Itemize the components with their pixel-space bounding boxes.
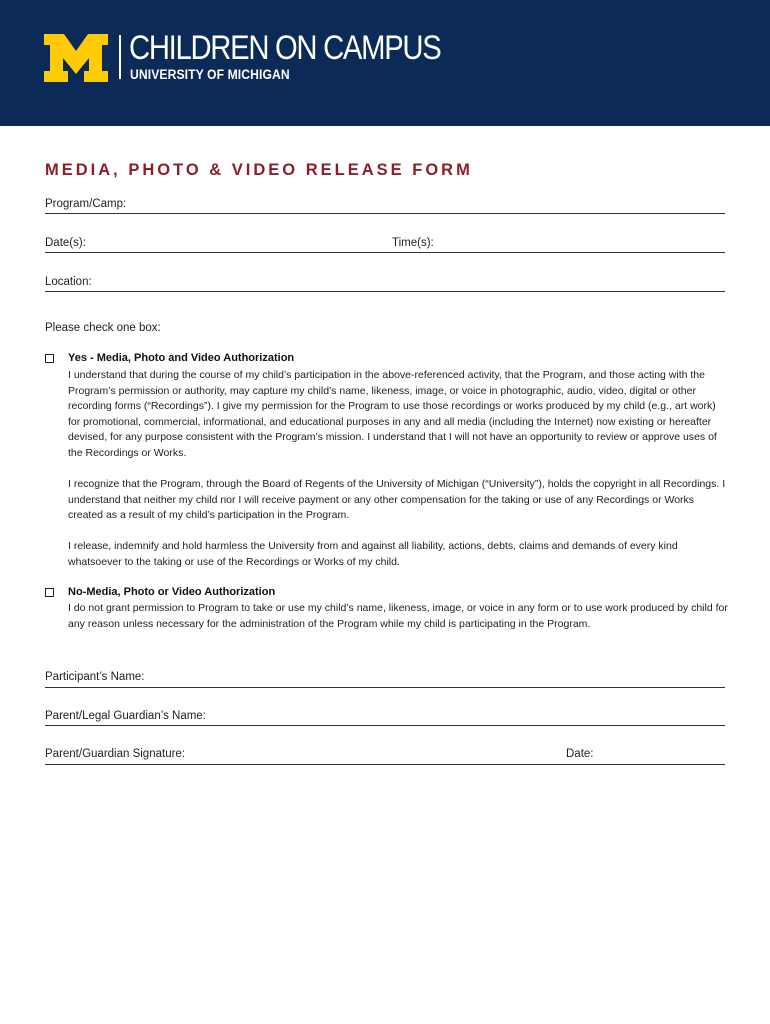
no-paragraph: I do not grant permission to Program to take or use my child’s name, likeness, image, or voice in any form or to use work produced by child for any reason unless necessary for the administration of the Program while my child is participating in the Program. — [68, 602, 728, 630]
yes-checkbox[interactable] — [45, 354, 54, 363]
program-camp-label: Program/Camp: — [45, 198, 127, 210]
form-title: MEDIA, PHOTO & VIDEO RELEASE FORM — [45, 161, 473, 179]
location-label: Location: — [45, 276, 92, 288]
yes-option-title: Yes - Media, Photo and Video Authorization — [68, 352, 295, 364]
brand-subtitle: UNIVERSITY OF MICHIGAN — [130, 67, 290, 82]
participant-name-field[interactable] — [45, 687, 725, 688]
yes-paragraph-1: I understand that during the course of my child’s participation in the above-referenced activity, that the Program, and those acting with the Program’s permission or authority, may capture my child’s name, likeness, image, or voice in photographic, audio, video, digital or other recording forms (“Recordings”). I give my permission for the Program to use those recordings or works produced by my child (e.g., art work) for promotional, commercial, informational, and educational purposes in any and all media (including the Internet) now existing or hereafter devised, for any purpose consistent with the Program’s mission. I understand that I will not have an opportunity to review or approve uses of the Recordings or Works. — [68, 369, 717, 459]
yes-paragraph-3: I release, indemnify and hold harmless the University from and against all liability, actions, debts, claims and demands of every kind whatsoever to the taking or use of the Recordings or Works of my child. — [68, 540, 678, 568]
yes-paragraph-2: I recognize that the Program, through the Board of Regents of the University of Michigan (“University”), holds the copyright in all Recordings. I understand that neither my child nor I will receive payment or any other compensation for the taking or use of any Recordings or Works created as a result of my child’s participation in the Program. — [68, 478, 726, 521]
guardian-name-label: Parent/Legal Guardian’s Name: — [45, 710, 206, 722]
dates-label: Date(s): — [45, 237, 86, 249]
guardian-name-field[interactable] — [45, 725, 725, 726]
logo-divider — [119, 35, 121, 79]
guardian-signature-label: Parent/Guardian Signature: — [45, 748, 186, 760]
no-option-title: No-Media, Photo or Video Authorization — [68, 586, 276, 598]
date-label: Date: — [566, 748, 594, 760]
block-m-logo-icon — [44, 34, 108, 82]
brand-title: CHILDREN ON CAMPUS — [129, 29, 441, 67]
times-label: Time(s): — [392, 237, 434, 249]
location-field[interactable] — [45, 291, 725, 292]
program-camp-field[interactable] — [45, 213, 725, 214]
signature-date-field[interactable] — [45, 764, 725, 765]
dates-times-field[interactable] — [45, 252, 725, 253]
no-checkbox[interactable] — [45, 588, 54, 597]
participant-name-label: Participant’s Name: — [45, 671, 145, 683]
header-banner — [0, 0, 770, 126]
instruction-text: Please check one box: — [45, 322, 161, 334]
